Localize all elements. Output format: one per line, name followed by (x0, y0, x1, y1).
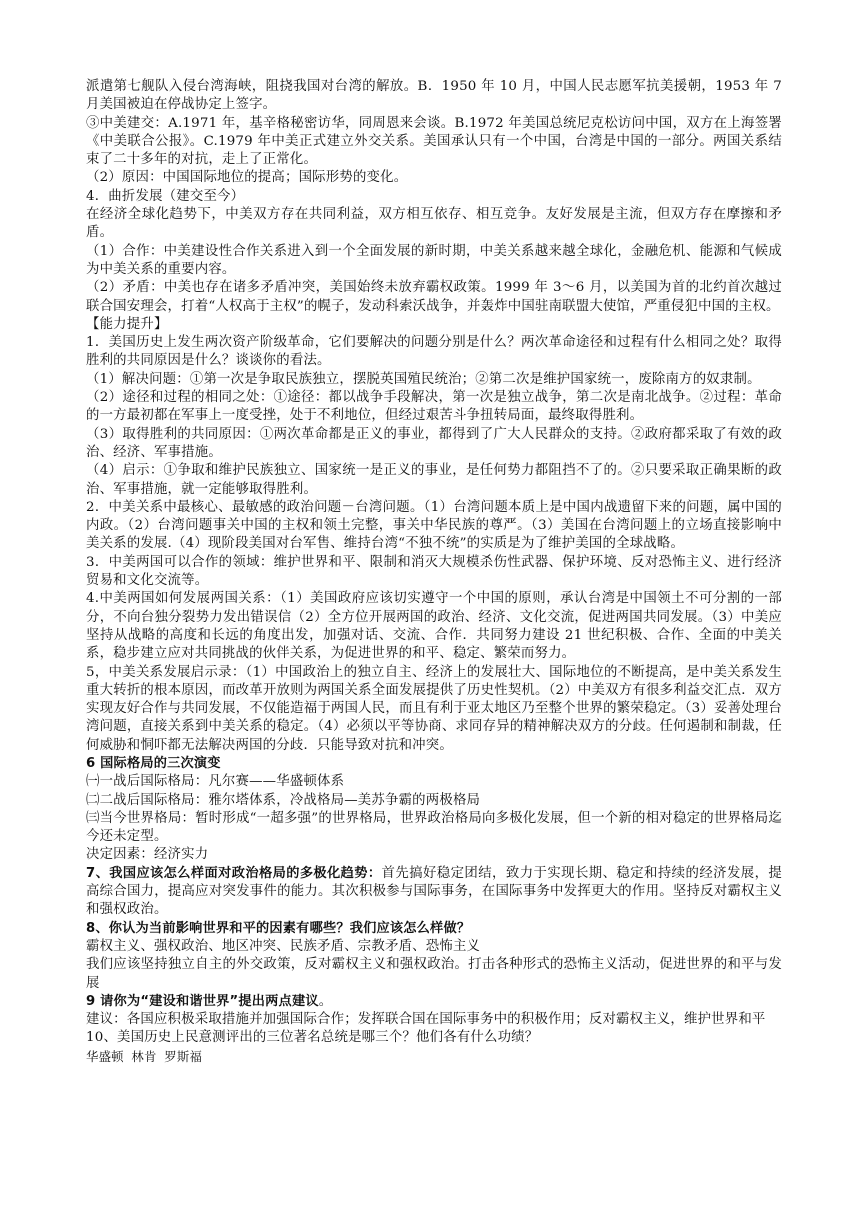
question-1: 1．美国历史上发生两次资产阶级革命，它们要解决的问题分别是什么？两次革命途径和过程有什么相同之处？取得胜利的共同原因是什么？谈谈你的看法。 (86, 335, 782, 369)
answer-1-2: （2）途径和过程的相同之处：①途径：都以战争手段解决，第一次是独立战争，第二次是南北战争。②过程：革命的一方最初都在军事上一度受挫，处于不利地位，但经过艰苦斗争扭转局面，最终取得胜利。 (86, 390, 782, 424)
pattern-3: ㈢当今世界格局：暂时形成“一超多强”的世界格局，世界政治格局向多极化发展，但一个新的相对稳定的世界格局迄今还未定型。 (86, 810, 782, 845)
question-3: 3．中美两国可以合作的领域：维护世界和平、限制和消灭大规模杀伤性武器、保护环境、反对恐怖主义、进行经济贸易和文化交流等。 (86, 554, 782, 589)
section-heading-6: 6 国际格局的三次演变 (86, 755, 221, 771)
answer-9: 建议：各国应积极采取措施并加强国际合作；发挥联合国在国际事务中的积极作用；反对霸权主义，维护世界和平 (86, 1012, 766, 1028)
answer-8-2: 我们应该坚持独立自主的外交政策，反对霸权主义和强权政治。打击各种形式的恐怖主义活动，促进世界的和平与发展 (86, 957, 782, 991)
answer-1-3: （3）取得胜利的共同原因：①两次革命都是正义的事业，都得到了广大人民群众的支持。②政府都采取了有效的政治、经济、军事措施。 (86, 426, 782, 460)
answer-1-4: （4）启示：①争取和维护民族独立、国家统一是正义的事业，是任何势力都阻挡不了的。②只要采取正确果断的政治、军事措施，就一定能够取得胜利。 (86, 463, 782, 497)
question-5: 5，中美关系发展启示录：（1）中国政治上的独立自主、经济上的发展壮大、国际地位的不断提高，是中美关系发生重大转折的根本原因，而改革开放则为两国关系全面发展提供了历史性契机。（2）中美双方有很多利益交汇点．双方实现友好合作与共同发展，不仅能造福于两国人民，而且有利于亚太地区乃至整个世界的繁荣稳定。（3）妥善处理台湾问题，直接关系到中美关系的稳定。（4）必须以平等协商、求同存异的精神解决双方的分歧。任何遏制和制裁，任何威胁和恫吓都无法解决两国的分歧．只能导致对抗和冲突。 (86, 664, 782, 753)
question-10: 10、美国历史上民意测评出的三位著名总统是哪三个？他们各有什么功绩？ (86, 1030, 539, 1046)
question-7: 7、我国应该怎么样面对政治格局的多极化趋势：首先搞好稳定团结，致力于实现长期、稳定和持续的经济发展，提高综合国力，提高应对突发事件的能力。其次积极参与国际事务，在国际事务中发挥更大的作用。坚持反对霸权主义和强权政治。 (86, 865, 782, 918)
question-9: 9 请你为“建设和谐世界”提出两点建议。 (86, 993, 333, 1009)
document-page (86, 78, 782, 1067)
paragraph-7: （2）矛盾：中美也存在诸多矛盾冲突，美国始终未放弃霸权政策。1999 年 3～6 月，以美国为首的北约首次越过联合国安理会，打着“人权高于主权”的幌子，发动科索沃战争，并轰炸中国驻南联盟大使馆，严重侵犯中国的主权。 (86, 280, 782, 314)
paragraph-6: （1）合作：中美建设性合作关系进入到一个全面发展的新时期，中美关系越来越全球化，金融危机、能源和气候成为中美关系的重要内容。 (86, 243, 782, 277)
section-heading-4: 4．曲折发展（建交至今） (86, 188, 245, 204)
ability-heading: 【能力提升】 (86, 316, 168, 332)
answer-1-1: （1）解决问题：①第一次是争取民族独立，摆脱英国殖民统治；②第二次是维护国家统一，废除南方的奴隶制。 (86, 371, 761, 387)
answer-10: 华盛顿 林肯 罗斯福 (86, 1048, 203, 1064)
paragraph-1: 派遣第七舰队入侵台湾海峡，阻挠我国对台湾的解放。B．1950 年 10 月，中国人民志愿军抗美援朝，1953 年 7 月美国被迫在停战协定上签字。 (86, 79, 782, 113)
answer-8-1: 霸权主义、强权政治、地区冲突、民族矛盾、宗教矛盾、恐怖主义 (86, 938, 481, 954)
paragraph-5: 在经济全球化趋势下，中美双方存在共同利益，双方相互依存、相互竞争。友好发展是主流，但双方存在摩擦和矛盾。 (86, 207, 782, 241)
question-4: 4.中美两国如何发展两国关系：（1）美国政府应该切实遵守一个中国的原则，承认台湾是中国领土不可分割的一部分，不向台独分裂势力发出错误信（2）全方位开展两国的政治、经济、文化交流，促进两国共同发展。（3）中美应坚持从战略的高度和长远的角度出发，加强对话、交流、合作．共同努力建设 21 世纪积极、合作、全面的中美关系，稳步建立应对共同挑战的伙伴关系，为促进世界的和平、稳定、繁荣而努力。 (86, 591, 782, 662)
decisive-factor: 决定因素：经济实力 (86, 847, 209, 863)
pattern-2: ㈡二战后国际格局：雅尔塔体系，冷战格局—美苏争霸的两极格局 (86, 792, 481, 808)
pattern-1: ㈠一战后国际格局：凡尔赛——华盛顿体系 (86, 774, 345, 790)
question-2: 2．中美关系中最核心、最敏感的政治问题－台湾问题。（1）台湾问题本质上是中国内战遗留下来的问题，属中国的内政。（2）台湾问题事关中国的主权和领土完整，事关中华民族的尊严。（3）美国在台湾问题上的立场直接影响中美关系的发展.（4）现阶段美国对台军售、维持台湾“不独不统”的实质是为了维护美国的全球战略。 (86, 499, 782, 552)
paragraph-2: ③中美建交：A.1971 年，基辛格秘密访华，同周恩来会谈。B.1972 年美国总统尼克松访问中国，双方在上海签署《中美联合公报》。C.1979 年中美正式建立外交关系。美国承认只有一个中国，台湾是中国的一部分。两国关系结束了二十多年的对抗，走上了正常化。 (86, 115, 782, 168)
question-8: 8、你认为当前影响世界和平的因素有哪些？我们应该怎么样做？ (86, 920, 471, 936)
paragraph-3: （2）原因：中国国际地位的提高；国际形势的变化。 (86, 170, 408, 186)
